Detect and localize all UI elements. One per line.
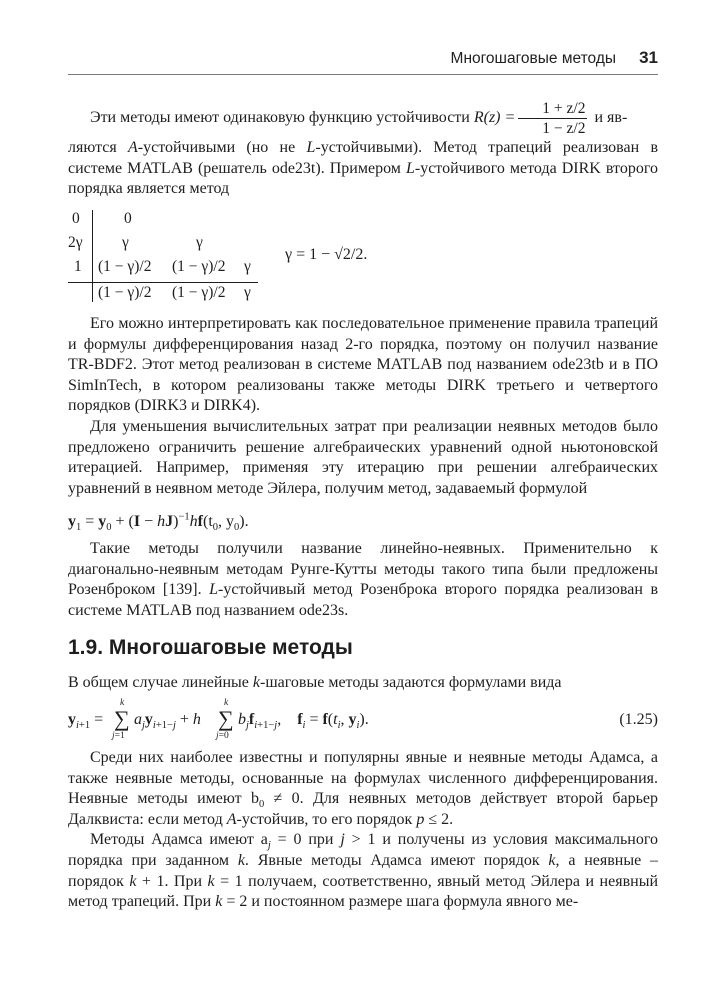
tableau-a: (1 − γ)/2 — [172, 258, 226, 275]
text: -шаговые методы задаются формулами вида — [260, 674, 562, 691]
section-heading: 1.9. Многошаговые методы — [68, 636, 353, 659]
sum-sign: ∑ — [218, 706, 234, 731]
text: , y — [218, 513, 235, 530]
tableau-b: γ — [244, 284, 251, 301]
text: -устойчивый метод Розенброка второго порядка реализован в системе MATLAB под названием ode23s. — [68, 581, 658, 619]
text: Для уменьшения вычислительных затрат при реализации неявных методов было предложено ограничить решение алгебраических уравнений одной ньютоновской итерацией. Например, применяя эту итерацию при решении алгебраических уравнений в неявном методе Эйлера, получим метод, задаваемый формулой — [68, 417, 658, 497]
symbol-I: I — [133, 513, 141, 530]
symbol-k: k — [129, 872, 137, 890]
paragraph-adams — [68, 748, 658, 913]
text: В общем случае линейные — [68, 674, 253, 691]
text: -устойчивыми). Метод трапеций реализован в системе MATLAB (решатель ode23t). Примером — [68, 139, 658, 177]
fraction — [518, 99, 587, 138]
sum-sign: ∑ — [114, 706, 130, 731]
text: . Явные методы Адамса имеют порядок — [244, 851, 549, 869]
symbol-k: k — [237, 851, 245, 869]
symbol-h: h — [189, 513, 198, 530]
formula-term1: $a_jy_{i+1-j} + h$ — [134, 711, 201, 732]
sum-upper-limit: k — [224, 698, 229, 708]
sum-upper-limit: k — [120, 698, 125, 708]
text: Эти методы имеют одинаковую функцию устойчивости — [90, 109, 474, 126]
symbol-j: j — [340, 831, 345, 849]
symbol-L: L — [209, 581, 219, 599]
butcher-tableau — [68, 208, 268, 306]
formula-lhs: $y_{i+1}$ = — [68, 711, 104, 732]
equation-number: (1.25) — [619, 711, 658, 728]
text: , а неявные – порядок — [68, 851, 658, 890]
symbol-k: k — [252, 674, 260, 691]
text: -устойчив, то его порядок — [236, 810, 417, 828]
tableau-b: (1 − γ)/2 — [98, 284, 152, 301]
text: Его можно интерпретировать как последовательное применение правила трапеций и формулы дифференцирования назад 2-го порядка, поэтому он получил название TR-BDF2. Этот метод реализован в системе MATLAB под названием ode23tb и в ПО SimInTech, в котором реализованы также методы DIRK третьего и четвертого порядков (DIRK3 и DIRK4). — [68, 315, 658, 415]
tableau-c: 0 — [72, 210, 80, 227]
symbol-k: k — [215, 893, 223, 911]
tableau-a: γ — [244, 258, 251, 275]
symbol-h: h — [157, 513, 166, 530]
paragraph-trbdf2 — [68, 314, 658, 499]
symbol-y: y — [68, 513, 76, 530]
paragraph-rosenbrock — [68, 539, 658, 621]
symbol-L: L — [405, 159, 415, 177]
tableau-vertical-rule — [92, 210, 93, 302]
text: + 1. При — [136, 872, 208, 890]
text: = 0 при — [270, 831, 341, 849]
text: и яв- — [590, 109, 628, 126]
symbol-A: A — [226, 810, 237, 828]
sum-lower-limit: j=1 — [112, 731, 125, 741]
sum-lower-limit: j=0 — [216, 731, 229, 741]
symbol-A: A — [128, 139, 138, 156]
formula-kstep — [68, 700, 658, 746]
tableau-a: γ — [196, 234, 203, 251]
text: ). — [239, 513, 249, 530]
text: = 1 получаем, соответственно, явный метод Эйлера и неявный метод трапеций. При — [68, 872, 659, 911]
text: Такие методы получили название линейно-неявных. Применительно к диагонально-неявным методам Рунге-Кутты методы такого типа были предложены Розенброком [139]. — [68, 540, 658, 599]
symbol-y: y — [98, 513, 107, 530]
text: > 1 и получены из условия максимального порядка при заданном — [68, 831, 658, 869]
symbol-L: L — [306, 139, 316, 156]
paragraph-stability — [68, 96, 658, 200]
text: (t — [202, 513, 213, 530]
symbol-J: J — [165, 513, 174, 530]
text: + ( — [111, 513, 134, 530]
symbol-f: f — [197, 513, 203, 530]
symbol-k: k — [207, 872, 215, 890]
gamma-equation: γ = 1 − √2/2. — [285, 246, 368, 263]
text: Среди них наиболее известны и популярны явные и неявные методы Адамса, а также неявные методы, основанные на формулах численного дифференцирования. Неявные методы имеют b — [68, 749, 658, 808]
tableau-c: 2γ — [68, 234, 83, 251]
subscript: j — [267, 840, 271, 852]
text: ) — [173, 513, 179, 530]
text: -устойчивого метода DIRK второго порядка является метод — [68, 159, 658, 198]
symbol-k: k — [548, 851, 556, 869]
text: = 2 и постоянном размере шага формула явного ме- — [222, 893, 579, 911]
running-title: Многошаговые методы — [450, 50, 616, 67]
fraction-denominator: 1 − z/2 — [542, 119, 586, 137]
tableau-horizontal-rule — [68, 282, 258, 283]
text: ≠ 0. Для неявных методов действует второй барьер Далквиста: если метод — [68, 790, 658, 828]
paragraph-kstep-intro — [68, 673, 658, 694]
exponent: −1 — [178, 511, 190, 523]
text: = — [81, 513, 99, 530]
symbol-p: p — [416, 810, 425, 828]
tableau-a: 0 — [124, 210, 132, 227]
fraction-numerator: 1 + z/2 — [518, 99, 587, 119]
page-number: 31 — [639, 48, 658, 67]
subscript: 0 — [258, 799, 265, 811]
text: ляются — [68, 139, 128, 156]
running-header — [68, 44, 658, 75]
formula-term2: $b_jf_{i+1-j}$, $f_i = f(t_i$, $y_i$). — [238, 711, 369, 732]
tableau-c: 1 — [74, 258, 82, 275]
text: ≤ 2. — [424, 810, 454, 828]
text: -устойчивыми (но не — [137, 139, 307, 156]
formula-R: R(z) = — [473, 109, 516, 126]
tableau-a: (1 − γ)/2 — [98, 258, 152, 275]
tableau-b: (1 − γ)/2 — [172, 284, 226, 301]
text: Методы Адамса имеют a — [90, 831, 268, 849]
text: − — [140, 513, 158, 530]
formula-linear-implicit: $y_1 = y_0 + (I - hJ)^{-1}hf(t_0$, $y_0$). — [68, 511, 249, 534]
tableau-a: γ — [122, 234, 129, 251]
